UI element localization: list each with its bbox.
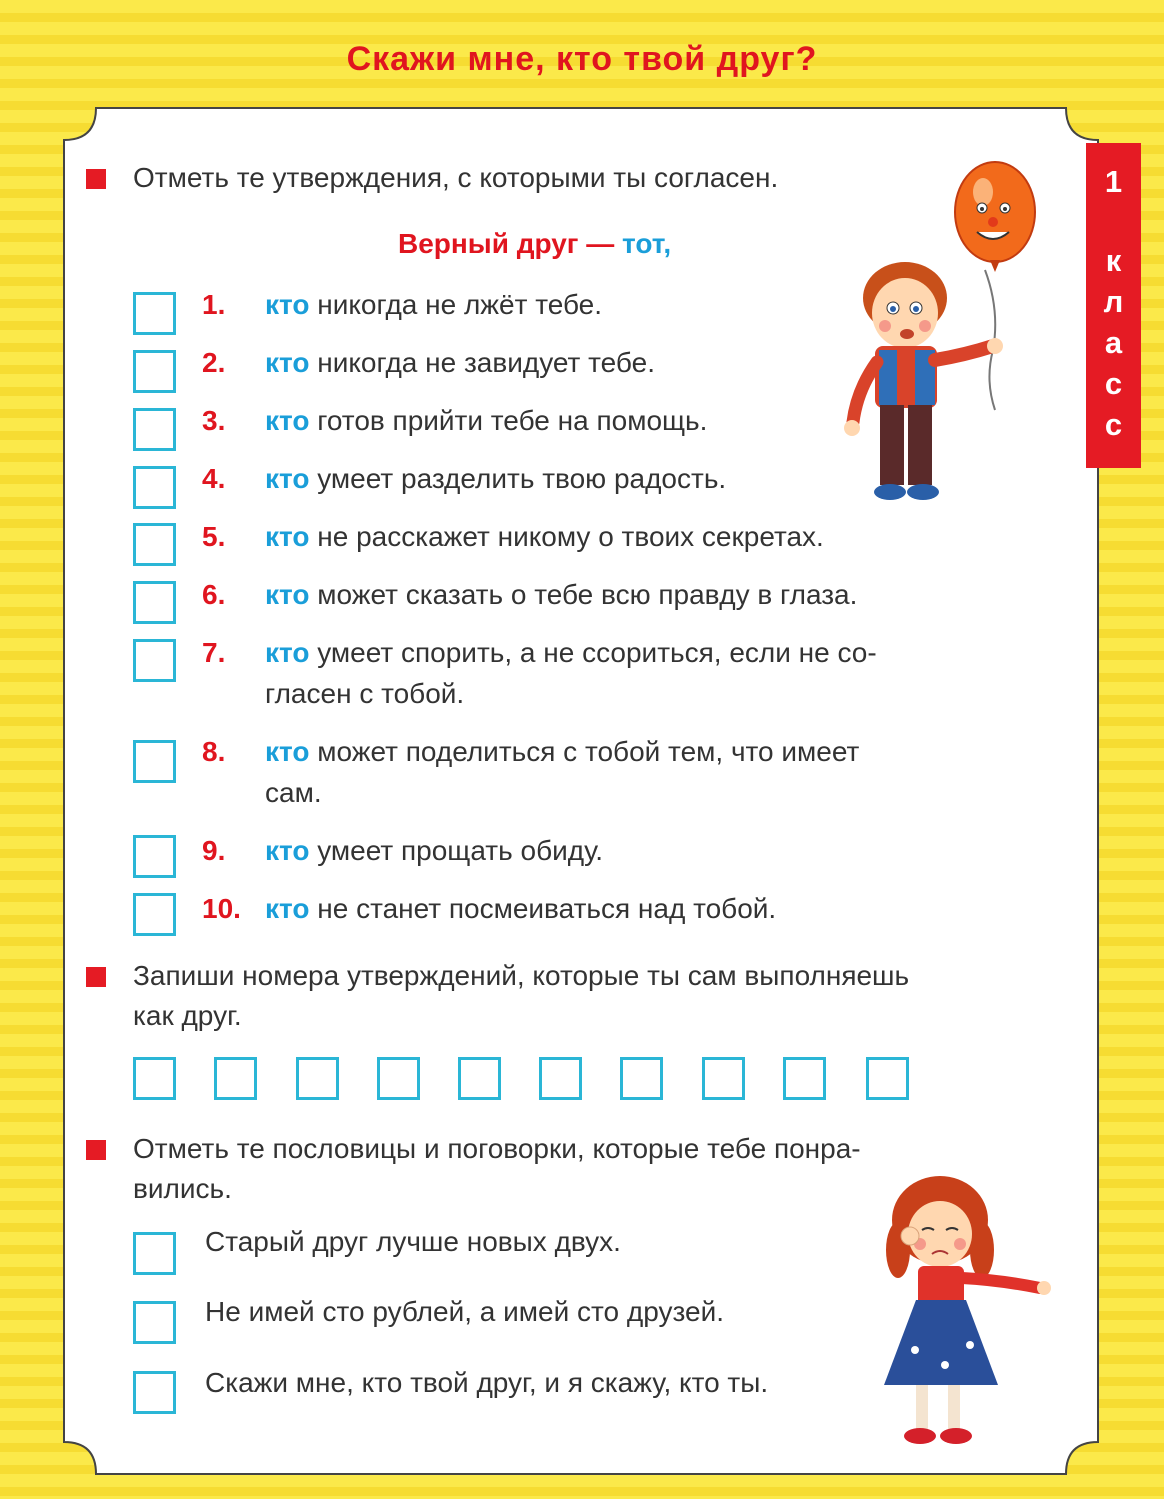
proverb-2: Не имей сто рублей, а имей сто друзей. <box>205 1296 724 1327</box>
answer-number-box[interactable] <box>458 1057 501 1100</box>
answer-number-box[interactable] <box>296 1057 339 1100</box>
grade-letter: а <box>1104 325 1123 360</box>
statement-4-checkbox[interactable] <box>133 466 176 509</box>
answer-number-box[interactable] <box>539 1057 582 1100</box>
statement-5-checkbox[interactable] <box>133 523 176 566</box>
statement-10: 10. кто не станет посмеиваться над тобой. <box>202 893 777 924</box>
answer-number-box[interactable] <box>866 1057 909 1100</box>
red-square-bullet-icon <box>86 967 106 987</box>
statement-7: 7. кто умеет спорить, а не ссориться, если не со- гласен с тобой. <box>202 637 877 709</box>
statement-3-checkbox[interactable] <box>133 408 176 451</box>
proverb-2-checkbox[interactable] <box>133 1301 176 1344</box>
boy-with-balloon-illustration <box>835 150 1075 520</box>
statement-2: 2. кто никогда не завидует тебе. <box>202 347 655 378</box>
statement-2-checkbox[interactable] <box>133 350 176 393</box>
grade-letter: с <box>1104 407 1123 442</box>
grade-letter: с <box>1104 366 1123 401</box>
red-square-bullet-icon <box>86 169 106 189</box>
statement-7-checkbox[interactable] <box>133 639 176 682</box>
task2-instruction: Запиши номера утверждений, которые ты сам выполняешь как друг. <box>86 956 909 1036</box>
proverb-1-checkbox[interactable] <box>133 1232 176 1275</box>
statement-9: 9. кто умеет прощать обиду. <box>202 835 604 866</box>
statement-6-checkbox[interactable] <box>133 581 176 624</box>
answer-number-box[interactable] <box>214 1057 257 1100</box>
statement-1-checkbox[interactable] <box>133 292 176 335</box>
crying-girl-illustration <box>870 1170 1060 1460</box>
grade-tab <box>1086 143 1141 468</box>
answer-number-box[interactable] <box>783 1057 826 1100</box>
grade-letter: л <box>1103 284 1124 319</box>
statement-3: 3. кто готов прийти тебе на помощь. <box>202 405 708 436</box>
answer-number-box[interactable] <box>620 1057 663 1100</box>
grade-letter: к <box>1105 243 1122 278</box>
statement-9-checkbox[interactable] <box>133 835 176 878</box>
statement-8: 8. кто может поделиться с тобой тем, что имеет сам. <box>202 736 860 808</box>
answer-number-box[interactable] <box>133 1057 176 1100</box>
page-title: Скажи мне, кто твой друг? <box>346 40 818 78</box>
statement-10-checkbox[interactable] <box>133 893 176 936</box>
statement-1: 1. кто никогда не лжёт тебе. <box>202 289 603 320</box>
grade-number: 1 <box>1104 164 1123 199</box>
answer-number-box[interactable] <box>377 1057 420 1100</box>
answer-number-box[interactable] <box>702 1057 745 1100</box>
task1-instruction: Отметь те утверждения, с которыми ты согласен. <box>86 158 778 198</box>
proverb-1: Старый друг лучше новых двух. <box>205 1226 621 1257</box>
task1-heading: Верный друг — тот, <box>398 228 672 259</box>
statement-8-checkbox[interactable] <box>133 740 176 783</box>
proverb-3-checkbox[interactable] <box>133 1371 176 1414</box>
statement-5: 5. кто не расскажет никому о твоих секретах. <box>202 521 824 552</box>
proverb-3: Скажи мне, кто твой друг, и я скажу, кто ты. <box>205 1367 769 1398</box>
statement-4: 4. кто умеет разделить твою радость. <box>202 463 727 494</box>
task3-instruction: Отметь те пословицы и поговорки, которые тебе понра- вились. <box>86 1129 861 1209</box>
red-square-bullet-icon <box>86 1140 106 1160</box>
statement-6: 6. кто может сказать о тебе всю правду в глаза. <box>202 579 858 610</box>
